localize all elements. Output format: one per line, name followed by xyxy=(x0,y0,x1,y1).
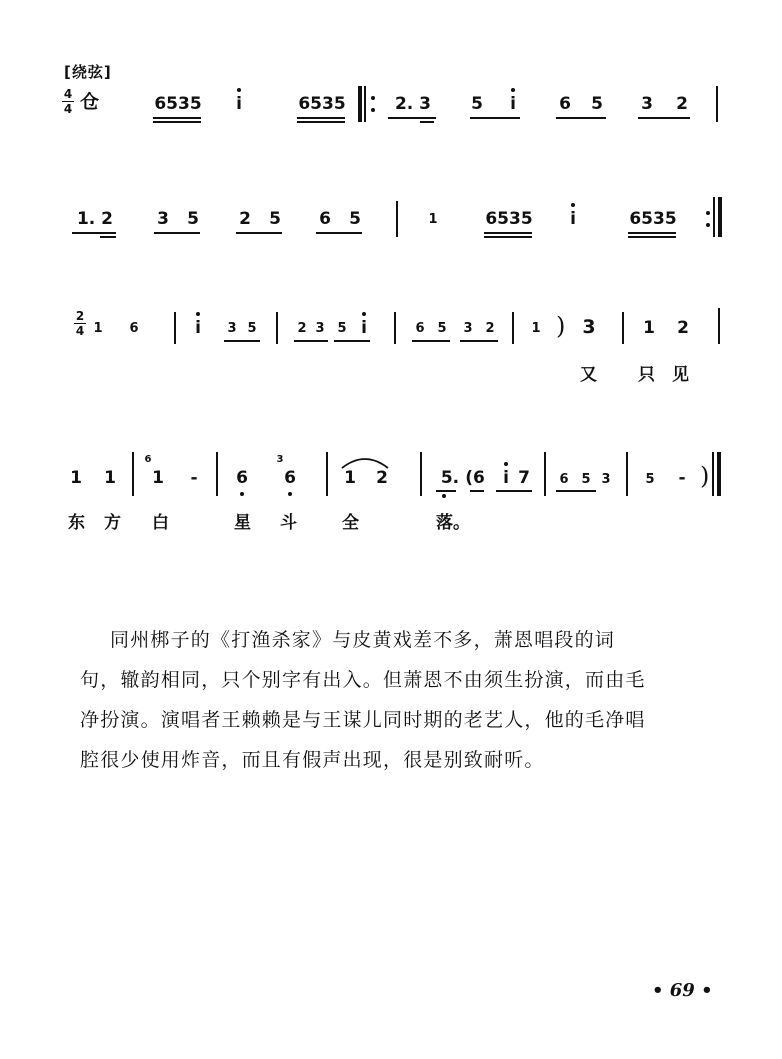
score-line-3 xyxy=(0,300,782,400)
note: i xyxy=(236,94,242,114)
note: 1 xyxy=(152,468,164,488)
paragraph-line: 净扮演。演唱者王赖赖是与王谋儿同时期的老艺人，他的毛净唱 xyxy=(80,709,646,731)
note: 2 xyxy=(485,321,495,336)
note: 5 xyxy=(349,209,361,229)
note: 1 xyxy=(531,321,541,336)
repeat-dot xyxy=(706,211,710,215)
score-line-1 xyxy=(0,80,782,170)
note: 6 xyxy=(559,472,569,487)
barline xyxy=(420,452,422,496)
underline xyxy=(460,340,498,342)
lyric: 星 xyxy=(234,513,251,533)
note: 2 xyxy=(676,94,688,114)
time-signature xyxy=(74,310,86,337)
high-dot xyxy=(571,203,575,207)
note: 5 xyxy=(471,94,483,114)
barline xyxy=(716,86,718,122)
timesig-bottom: 4 xyxy=(75,324,85,338)
note-group: 6535 xyxy=(298,94,346,114)
note: 1 xyxy=(93,321,103,336)
note: 1 xyxy=(643,318,655,338)
barline xyxy=(626,452,628,496)
high-dot xyxy=(362,312,366,316)
note: 1 xyxy=(428,212,438,227)
underline xyxy=(153,121,201,123)
lyric: 白 xyxy=(152,513,169,533)
repeat-barline xyxy=(718,197,722,237)
underline xyxy=(484,232,532,234)
barline xyxy=(396,201,398,237)
underline xyxy=(628,232,676,234)
underline xyxy=(334,340,370,342)
note: 5 xyxy=(269,209,281,229)
note: 6 xyxy=(236,468,248,488)
note: 5 xyxy=(581,472,591,487)
paragraph-line: 同州梆子的《打渔杀家》与皮黄戏差不多，萧恩唱段的词 xyxy=(110,629,616,651)
underline xyxy=(297,117,345,119)
note: 5 xyxy=(247,321,257,336)
underline xyxy=(556,490,596,492)
barline xyxy=(132,452,134,496)
underline xyxy=(412,340,450,342)
barline xyxy=(544,452,546,496)
body-paragraph xyxy=(80,620,730,780)
underline xyxy=(496,490,532,492)
low-dot xyxy=(240,492,244,496)
low-dot xyxy=(442,494,446,498)
note: i xyxy=(510,94,516,114)
underline xyxy=(297,121,345,123)
underline xyxy=(628,236,676,238)
underline xyxy=(436,490,456,492)
note: 3 xyxy=(641,94,653,114)
note-group: (6 xyxy=(465,468,485,488)
repeat-barline-thin xyxy=(713,197,715,237)
repeat-dot xyxy=(706,223,710,227)
note: 5 xyxy=(187,209,199,229)
paragraph-line: 腔很少使用炸音，而且有假声出现，很是别致耐听。 xyxy=(80,749,545,771)
lyric: 方 xyxy=(104,513,121,533)
note: 6 xyxy=(129,321,139,336)
barline xyxy=(512,312,514,344)
repeat-dot xyxy=(371,108,375,112)
high-dot xyxy=(196,312,200,316)
score-line-4 xyxy=(0,440,782,540)
note: 1 xyxy=(344,468,356,488)
timesig-bottom: 4 xyxy=(63,102,73,116)
repeat-barline xyxy=(358,86,362,122)
note: 2 xyxy=(376,468,388,488)
note: 6 xyxy=(319,209,331,229)
note: 5 xyxy=(591,94,603,114)
lyric: 东 xyxy=(68,513,85,533)
underline xyxy=(470,117,520,119)
barline xyxy=(216,452,218,496)
high-dot xyxy=(504,462,508,466)
percussion-syllable: 仓 xyxy=(80,91,100,113)
low-dot xyxy=(288,492,292,496)
barline xyxy=(718,308,720,344)
barline xyxy=(394,312,396,344)
barline xyxy=(326,452,328,496)
underline xyxy=(556,117,606,119)
note: 3 xyxy=(315,321,325,336)
note-group: 2. 3 xyxy=(394,94,432,114)
final-barline-thin xyxy=(712,452,714,496)
underline xyxy=(638,117,690,119)
lyric: 又 xyxy=(580,365,597,385)
timesig-top: 2 xyxy=(75,309,85,323)
barline xyxy=(276,312,278,344)
grace-note: 6 xyxy=(144,454,152,465)
note: 2 xyxy=(677,318,689,338)
note: 2 xyxy=(297,321,307,336)
underline xyxy=(72,232,116,234)
note: 6 xyxy=(415,321,425,336)
note: 3 xyxy=(157,209,169,229)
note: 5 xyxy=(645,472,655,487)
underline xyxy=(154,232,200,234)
dash: - xyxy=(678,468,686,488)
note: i xyxy=(361,318,367,338)
score-line-2 xyxy=(0,195,782,285)
note: 5 xyxy=(337,321,347,336)
timesig-top: 4 xyxy=(63,87,73,101)
repeat-dot xyxy=(371,96,375,100)
note: i xyxy=(570,209,576,229)
note-group: 6535 xyxy=(154,94,202,114)
note: 2 xyxy=(239,209,251,229)
note: 3 xyxy=(601,472,611,487)
underline xyxy=(470,490,484,492)
underline xyxy=(236,232,282,234)
dash: - xyxy=(190,468,198,488)
note: 1 xyxy=(70,468,82,488)
lyric: 见 xyxy=(672,365,689,385)
lyric: 全 xyxy=(342,513,359,533)
note: 3 xyxy=(463,321,473,336)
barline xyxy=(174,312,176,344)
note: 7 xyxy=(518,468,530,488)
grace-note: 3 xyxy=(276,454,284,465)
lyric: 落。 xyxy=(436,513,470,533)
paragraph-line: 句，辙韵相同，只个别字有出入。但萧恩不由须生扮演，而由毛 xyxy=(80,669,646,691)
note-group: 6535 xyxy=(629,209,677,229)
close-paren: ) xyxy=(700,462,710,490)
underline xyxy=(224,340,260,342)
note: i xyxy=(503,468,509,488)
lyric: 斗 xyxy=(280,513,297,533)
lyric: 只 xyxy=(638,365,655,385)
note: 6 xyxy=(559,94,571,114)
note-group: 6535 xyxy=(485,209,533,229)
note: 5 xyxy=(437,321,447,336)
underline xyxy=(294,340,328,342)
note-group: 1. 2 xyxy=(76,209,114,229)
final-barline xyxy=(717,452,721,496)
note: 1 xyxy=(104,468,116,488)
underline xyxy=(484,236,532,238)
note: 3 xyxy=(582,316,596,338)
note: 6 xyxy=(284,468,296,488)
high-dot xyxy=(511,88,515,92)
underline xyxy=(153,117,201,119)
page-number: • 69 • xyxy=(652,980,713,1001)
repeat-barline-thin xyxy=(364,86,366,122)
note-dotted: 5. xyxy=(440,468,460,488)
note: i xyxy=(195,318,201,338)
section-label: [绕弦] xyxy=(64,63,112,81)
high-dot xyxy=(237,88,241,92)
underline xyxy=(420,121,434,123)
close-paren: ) xyxy=(556,312,566,340)
note: 3 xyxy=(227,321,237,336)
underline xyxy=(316,232,362,234)
time-signature xyxy=(62,88,74,115)
barline xyxy=(622,312,624,344)
underline xyxy=(388,117,436,119)
underline xyxy=(100,236,116,238)
